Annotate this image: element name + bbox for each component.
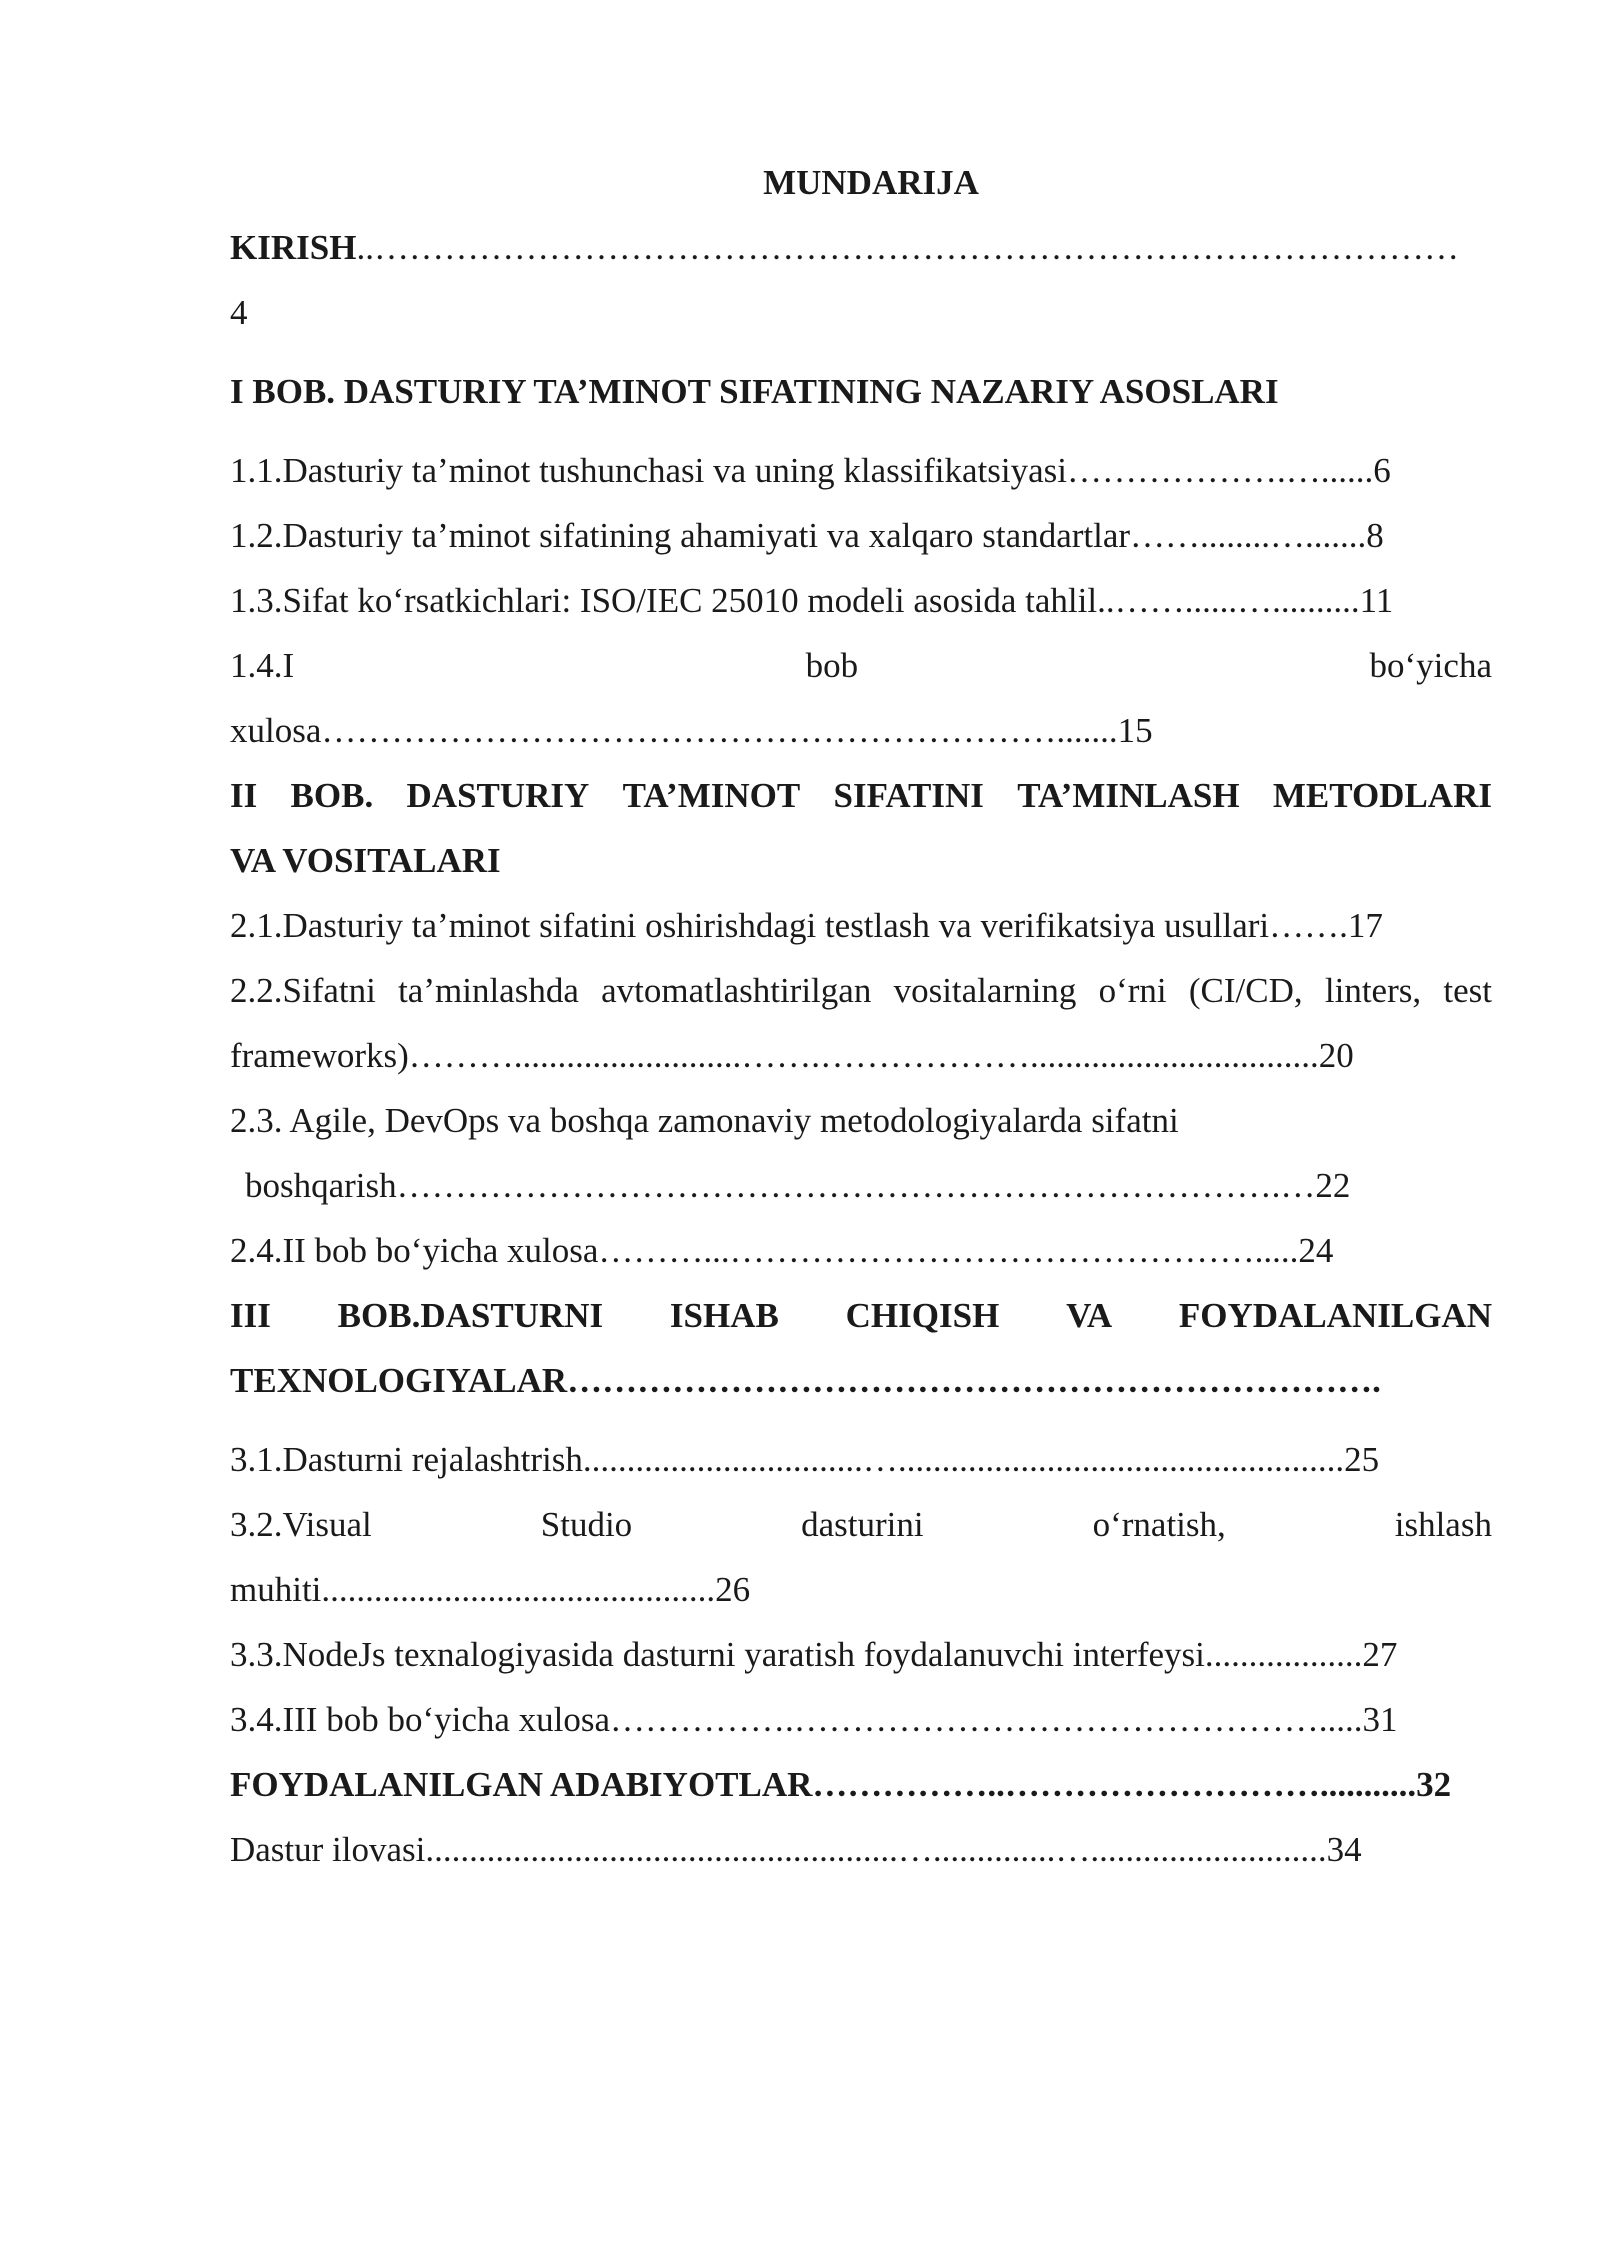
- toc-word: Studio: [540, 1505, 633, 1544]
- heading-word: II: [230, 776, 258, 815]
- toc-entry-1-1: 1.1.Dasturiy ta’minot tushunchasi va uning klassifikatsiyasi……………….…......6: [230, 451, 1391, 490]
- toc-word: ishlash: [1394, 1505, 1492, 1544]
- toc-word: avtomatlashtirilgan: [601, 971, 872, 1010]
- toc-word: 3.2.Visual: [230, 1505, 372, 1544]
- intro-dots: ..…………………………………………………………………………………: [356, 228, 1459, 267]
- toc-word: o‘rnatish,: [1092, 1505, 1226, 1544]
- toc-word: vositalarning: [893, 971, 1077, 1010]
- heading-word: VA: [1066, 1296, 1113, 1335]
- chapter-1-heading: I BOB. DASTURIY TA’MINOT SIFATINING NAZARIY ASOSLARI: [230, 372, 1279, 411]
- toc-word: 2.2.Sifatni: [230, 971, 376, 1010]
- toc-entry-3-4: 3.4.III bob bo‘yicha xulosa…………….……………………………………….....31: [230, 1700, 1398, 1739]
- toc-entry-appendix: Dastur ilovasi......................................................…..............…...........................34: [230, 1830, 1362, 1869]
- toc-word: bob: [805, 646, 859, 685]
- toc-entry-3-2: [230, 1492, 1492, 1557]
- chapter-3-heading-continued: TEXNOLOGIYALAR…………………………………………………………….: [230, 1361, 1381, 1400]
- heading-word: METODLARI: [1272, 776, 1492, 815]
- toc-entry-2-2-continued: frameworks)………..........................…….……………….................................20: [230, 1036, 1354, 1075]
- chapter-2-heading: [230, 763, 1492, 828]
- toc-entry-1-3: 1.3.Sifat ko‘rsatkichlari: ISO/IEC 25010 modeli asosida tahlil..……......…..........11: [230, 581, 1394, 620]
- toc-entry-3-1: 3.1.Dasturni rejalashtrish................................…...................................................25: [230, 1440, 1380, 1479]
- toc-entry-1-4: [230, 633, 1492, 698]
- page-title: MUNDARIJA: [763, 163, 979, 202]
- heading-word: BOB.DASTURNI: [337, 1296, 604, 1335]
- heading-word: DASTURIY: [406, 776, 590, 815]
- heading-word: TA’MINLASH: [1017, 776, 1240, 815]
- table-of-contents: [230, 150, 1492, 1882]
- toc-entry-3-3: 3.3.NodeJs texnalogiyasida dasturni yaratish foydalanuvchi interfeysi..................27: [230, 1635, 1398, 1674]
- toc-word: bo‘yicha: [1369, 646, 1492, 685]
- toc-entry-intro-page: 4: [230, 293, 248, 332]
- toc-word: test: [1443, 971, 1492, 1010]
- heading-word: TA’MINOT: [622, 776, 801, 815]
- heading-word: FOYDALANILGAN: [1178, 1296, 1492, 1335]
- toc-word: dasturini: [801, 1505, 924, 1544]
- toc-entry-1-4-continued: xulosa……………………………………………………….......15: [230, 711, 1153, 750]
- toc-entry-references: FOYDALANILGAN ADABIYOTLAR……………..………………………...........32: [230, 1765, 1452, 1804]
- toc-word: (CI/CD,: [1188, 971, 1303, 1010]
- toc-entry-3-2-continued: muhiti.............................................26: [230, 1570, 751, 1609]
- toc-entry-2-3: 2.3. Agile, DevOps va boshqa zamonaviy metodologiyalarda sifatni: [230, 1101, 1179, 1140]
- toc-entry-2-1: 2.1.Dasturiy ta’minot sifatini oshirishdagi testlash va verifikatsiya usullari…….17: [230, 906, 1383, 945]
- toc-entry-1-2: 1.2.Dasturiy ta’minot sifatining ahamiyati va xalqaro standartlar……........….......8: [230, 516, 1384, 555]
- toc-entry-2-2: [230, 958, 1492, 1023]
- toc-entry-intro: [230, 215, 1492, 280]
- heading-word: CHIQISH: [845, 1296, 1000, 1335]
- toc-word: 1.4.I: [230, 646, 295, 685]
- intro-label: KIRISH: [230, 228, 357, 267]
- heading-word: SIFATINI: [833, 776, 984, 815]
- toc-entry-2-3-continued: boshqarish………………………………………………………………….…22: [245, 1166, 1351, 1205]
- toc-word: ta’minlashda: [398, 971, 579, 1010]
- heading-word: III: [230, 1296, 271, 1335]
- toc-word: o‘rni: [1098, 971, 1167, 1010]
- heading-word: ISHAB: [669, 1296, 779, 1335]
- heading-word: BOB.: [290, 776, 374, 815]
- chapter-2-heading-continued: VA VOSITALARI: [230, 841, 501, 880]
- toc-word: linters,: [1324, 971, 1422, 1010]
- toc-entry-2-4: 2.4.II bob bo‘yicha xulosa………...……………………………………….....24: [230, 1231, 1334, 1270]
- chapter-3-heading: [230, 1283, 1492, 1348]
